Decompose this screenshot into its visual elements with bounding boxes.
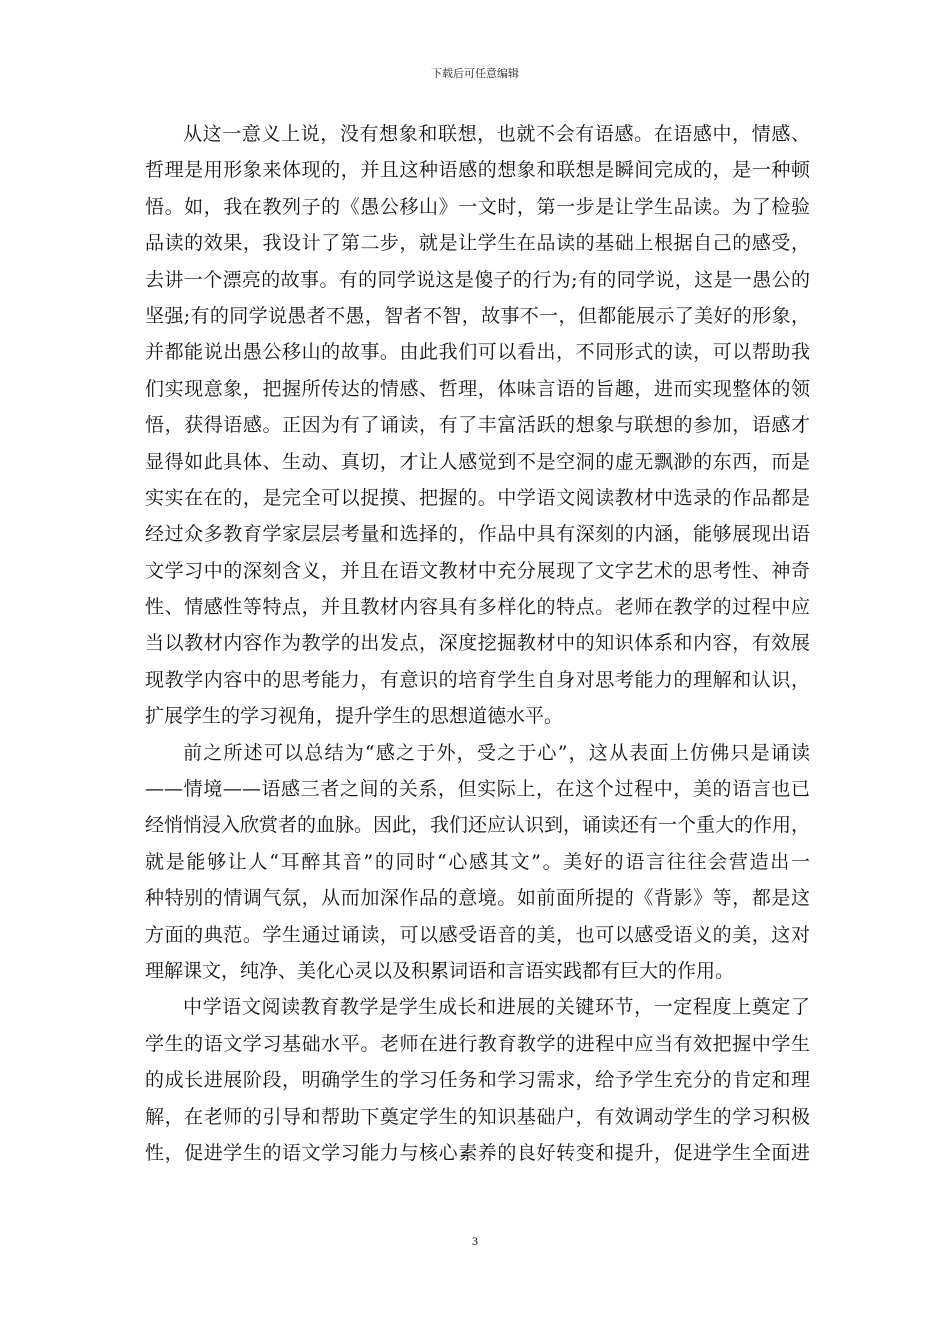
text-line: 中学语文阅读教育教学是学生成长和进展的关键环节，一定程度上奠定了	[183, 996, 810, 1019]
paragraph-1	[145, 116, 810, 735]
text-line: 经过众多教育学家层层考量和选择的，作品中具有深刻的内涵，能够展现出语	[145, 523, 810, 546]
text-line: 现教学内容中的思考能力，有意识的培育学生自身对思考能力的理解和认识，	[145, 668, 810, 691]
text-line: 们实现意象，把握所传达的情感、哲理，体味言语的旨趣，进而实现整体的领	[145, 377, 810, 400]
paragraph-2	[145, 735, 810, 990]
text-line: 种特别的情调气氛，从而加深作品的意境。如前面所提的《背影》等，都是这	[145, 887, 810, 910]
text-line: 去讲一个漂亮的故事。有的同学说这是傻子的行为;有的同学说，这是一愚公的	[145, 268, 810, 291]
text-line: 坚强;有的同学说愚者不愚，智者不智，故事不一，但都能展示了美好的形象，	[145, 304, 810, 327]
text-line: 悟。如，我在教列子的《愚公移山》一文时，第一步是让学生品读。为了检验	[145, 195, 810, 218]
text-line: 的成长进展阶段，明确学生的学习任务和学习需求，给予学生充分的肯定和理	[145, 1069, 810, 1092]
text-line: 经悄悄浸入欣赏者的血脉。因此，我们还应认识到，诵读还有一个重大的作用，	[145, 814, 811, 837]
text-line: 性、情感性等特点，并且教材内容具有多样化的特点。老师在教学的过程中应	[145, 596, 810, 619]
text-line: ——情境——语感三者之间的关系，但实际上，在这个过程中，美的语言也已	[145, 778, 810, 801]
text-line: 前之所述可以总结为“感之于外，受之于心”，这从表面上仿佛只是诵读	[183, 741, 810, 764]
text-line: 品读的效果，我设计了第二步，就是让学生在品读的基础上根据自己的感受，	[145, 232, 810, 255]
text-line: 从这一意义上说，没有想象和联想，也就不会有语感。在语感中，情感、	[183, 123, 810, 145]
page-number: 3	[472, 1234, 478, 1248]
text-line: 学生的语文学习基础水平。老师在进行教育教学的进程中应当有效把握中学生	[145, 1032, 810, 1055]
text-line: 当以教材内容作为教学的出发点，深度挖掘教材中的知识体系和内容，有效展	[145, 632, 810, 655]
text-line: 性，促进学生的语文学习能力与核心素养的良好转变和提升，促进学生全面进	[145, 1141, 810, 1164]
text-line: 哲理是用形象来体现的，并且这种语感的想象和联想是瞬间完成的，是一种顿	[145, 159, 810, 182]
text-line: 显得如此具体、生动、真切，才让人感觉到不是空洞的虚无飘渺的东西，而是	[145, 450, 810, 473]
paragraph-3	[145, 989, 810, 1171]
page-header: 下载后可任意编辑	[431, 67, 519, 80]
text-line: 悟，获得语感。正因为有了诵读，有了丰富活跃的想象与联想的参加，语感才	[145, 414, 810, 437]
text-line: 方面的典范。学生通过诵读，可以感受语音的美，也可以感受语义的美，这对	[145, 923, 810, 946]
text-line: 扩展学生的学习视角，提升学生的思想道德水平。	[145, 705, 564, 728]
text-line: 理解课文，纯净、美化心灵以及积累词语和言语实践都有巨大的作用。	[145, 959, 735, 982]
text-line: 实实在在的，是完全可以捉摸、把握的。中学语文阅读教材中选录的作品都是	[145, 486, 810, 509]
text-line: 解，在老师的引导和帮助下奠定学生的知识基础户，有效调动学生的学习积极	[145, 1105, 810, 1128]
text-line: 就是能够让人“耳醉其音”的同时“心感其文”。美好的语言往往会营造出一	[145, 850, 810, 873]
text-line: 文学习中的深刻含义，并且在语文教材中充分展现了文字艺术的思考性、神奇	[145, 559, 810, 582]
text-line: 并都能说出愚公移山的故事。由此我们可以看出，不同形式的读，可以帮助我	[145, 341, 810, 364]
document-body	[145, 116, 810, 1171]
